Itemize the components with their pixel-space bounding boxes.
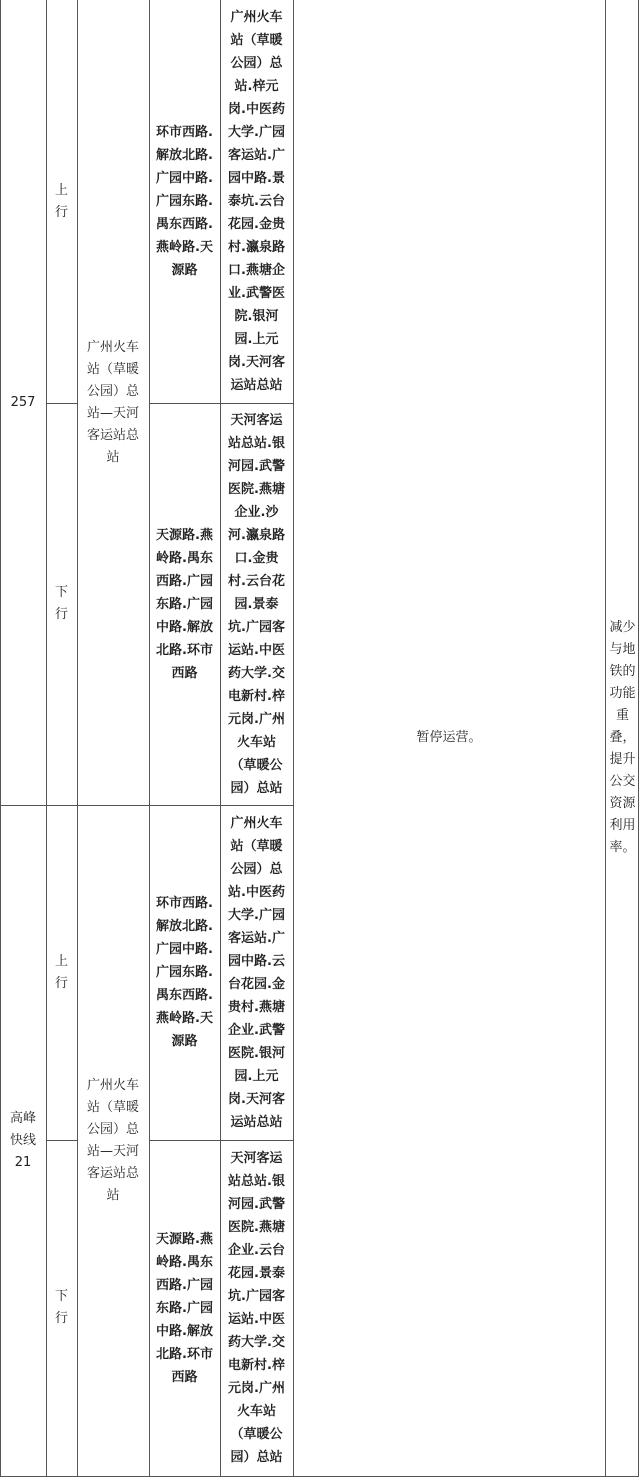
table-border-bottom bbox=[0, 1476, 639, 1477]
row-divider bbox=[0, 805, 293, 806]
direction-up-express21: 上行 bbox=[54, 953, 68, 991]
route-name-257: 257 bbox=[10, 394, 36, 410]
table-border-right bbox=[638, 0, 639, 1476]
column-divider bbox=[220, 0, 221, 1476]
route-name-express21: 高峰快线21 bbox=[9, 1110, 36, 1170]
adjustment-cell: 暂停运营。 bbox=[416, 730, 482, 745]
stops-up-257: 广州火车站（草暖公园）总站.梓元岗.中医药大学.广园客运站.广园中路.景泰坑.云台花园.金贵村.瀛泉路口.燕塘企业.武警医院.银河园.上元岗.天河客运站总站 bbox=[228, 10, 285, 393]
route-span-express21: 广州火车站（草暖公园）总站—天河客运站总站 bbox=[86, 1077, 139, 1203]
column-divider bbox=[46, 0, 47, 1476]
column-divider bbox=[293, 0, 294, 1476]
column-divider bbox=[77, 0, 78, 1476]
direction-up-257: 上行 bbox=[54, 182, 68, 220]
roads-down-express21: 天源路.燕岭路.禺东西路.广园东路.广园中路.解放北路.环市西路 bbox=[156, 1231, 213, 1385]
route-span-257: 广州火车站（草暖公园）总站—天河客运站总站 bbox=[86, 339, 139, 465]
direction-down-express21: 下行 bbox=[54, 1289, 68, 1326]
direction-down-257: 下行 bbox=[54, 585, 68, 622]
column-divider bbox=[605, 0, 606, 1476]
table-border-left bbox=[0, 0, 1, 1476]
row-divider bbox=[149, 403, 293, 404]
roads-up-257: 环市西路.解放北路.广园中路.广园东路.禺东西路.燕岭路.天源路 bbox=[156, 125, 213, 278]
row-divider bbox=[46, 1140, 77, 1141]
stops-down-express21: 天河客运站总站.银河园.武警医院.燕塘企业.云台花园.景泰坑.广园客运站.中医药大学.交电新村.梓元岗.广州火车站（草暖公园）总站 bbox=[228, 1151, 285, 1465]
row-divider bbox=[46, 403, 77, 404]
reason-cell: 减少与地铁的功能重叠，提升公交资源利用率。 bbox=[609, 620, 636, 855]
roads-down-257: 天源路.燕岭路.禺东西路.广园东路.广园中路.解放北路.环市西路 bbox=[156, 527, 213, 681]
stops-up-express21: 广州火车站（草暖公园）总站.中医药大学.广园客运站.广园中路.云台花园.金贵村.燕塘企业.武警医院.银河园.上元岗.天河客运站总站 bbox=[228, 815, 285, 1130]
stops-down-257: 天河客运站总站.银河园.武警医院.燕塘企业.沙河.瀛泉路口.金贵村.云台花园.景泰坑.广园客运站.中医药大学.交电新村.梓元岗.广州火车站（草暖公园）总站 bbox=[228, 412, 285, 796]
row-divider bbox=[149, 1140, 293, 1141]
roads-up-express21: 环市西路.解放北路.广园中路.广园东路.禺东西路.燕岭路.天源路 bbox=[156, 896, 213, 1049]
column-divider bbox=[149, 0, 150, 1476]
